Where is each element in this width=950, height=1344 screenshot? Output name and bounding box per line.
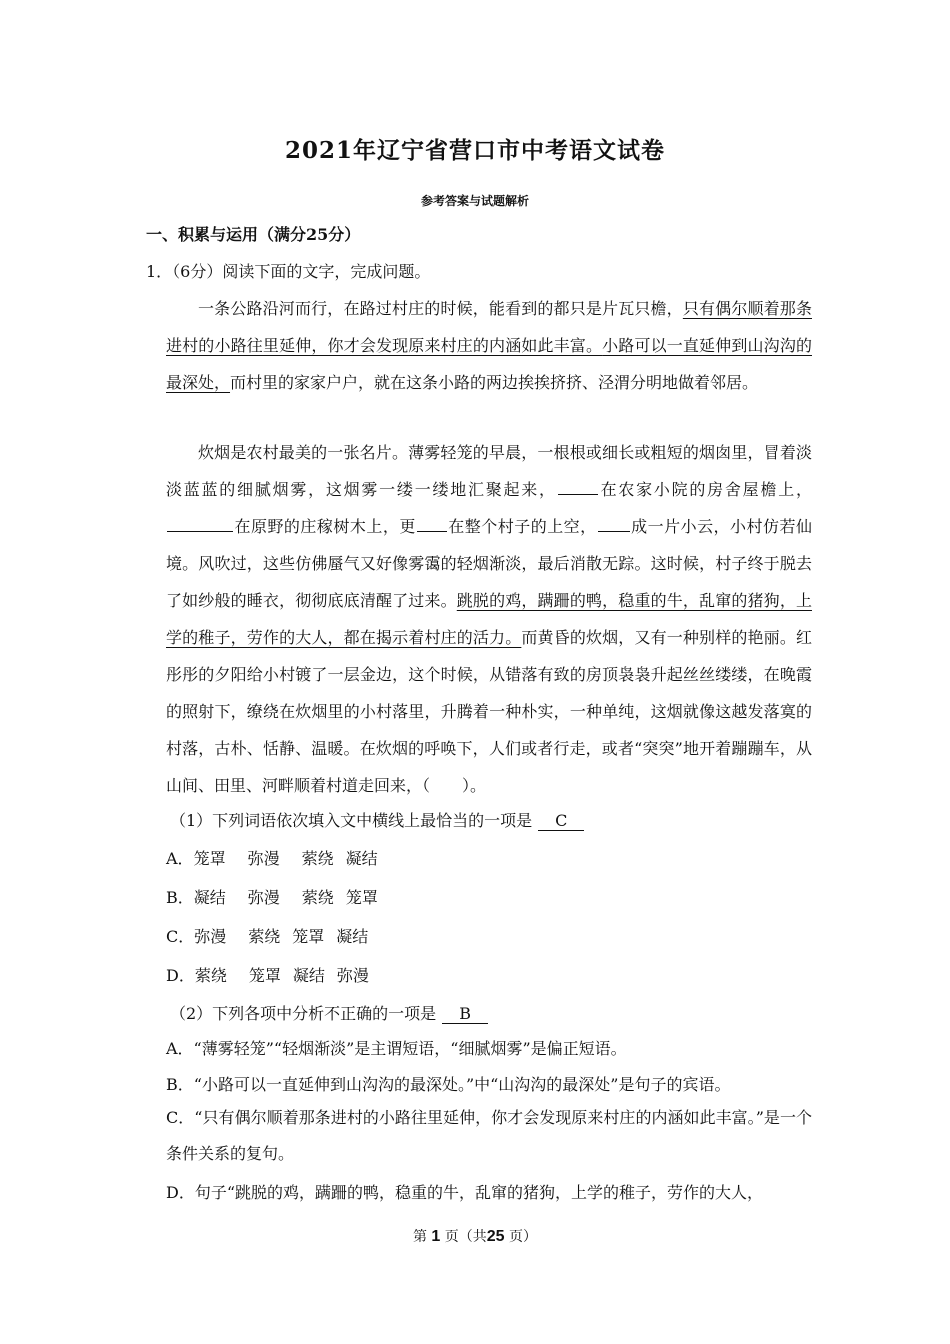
option-a: A．“薄雾轻笼”“轻烟渐淡”是主谓短语，“细腻烟雾”是偏正短语。 [166, 1039, 627, 1058]
page-title: 2021年辽宁省营口市中考语文试卷 [284, 137, 665, 164]
option-word: 萦绕 [194, 966, 227, 985]
option-word: 萦绕 [301, 849, 334, 868]
option-word: 萦绕 [248, 927, 281, 946]
fill-blank [598, 515, 630, 532]
option-c [166, 924, 368, 947]
fill-blank [167, 515, 233, 532]
passage-text: 成一片小云，小村仿若仙境。风吹过，这些仿佛蜃气又好像雾霭的轻烟渐淡，最后消散无踪。这时候，村子终于脱去了如纱般的睡衣，彻彻底底清醒了过来。 [166, 517, 812, 610]
option-word: 弥漫 [194, 927, 227, 946]
subquestion-prompt: （1）下列词语依次填入文中横线上最恰当的一项是 [170, 811, 533, 830]
option-label: C． [166, 927, 195, 946]
subquestion-prompt: （2）下列各项中分析不正确的一项是 [170, 1004, 437, 1023]
passage-text: 一条公路沿河而行，在路过村庄的时候，能看到的都只是片瓦只檐， [198, 299, 683, 318]
passage-text: 在原野的庄稼树木上，更 [234, 517, 416, 536]
section-heading: 一、积累与运用（满分25分） [146, 225, 361, 244]
underlined-sentence: 只有偶尔顺着那条进村的小路往里延伸，你才会发现原来村庄的内涵如此丰富。 [166, 299, 812, 355]
option-b [166, 885, 378, 908]
option-a [166, 846, 378, 869]
page-number: 1 [431, 1228, 441, 1245]
option-c: C．“只有偶尔顺着那条进村的小路往里延伸，你才会发现原来村庄的内涵如此丰富。”是一个条件关系的复句。 [166, 1108, 812, 1163]
subquestion-1 [170, 808, 584, 831]
option-word: 弥漫 [247, 849, 280, 868]
underlined-sentence: 小路可以一直延伸到山沟沟的最深处， [166, 336, 812, 392]
question-stem: 1．（6分）阅读下面的文字，完成问题。 [146, 262, 431, 281]
option-word: 凝结 [292, 966, 325, 985]
passage-text: 而黄昏的炊烟，又有一种别样的艳丽。红彤彤的夕阳给小村镀了一层金边，这个时候，从错落有致的房顶袅袅升起丝丝缕缕，在晚霞的照射下，缭绕在炊烟里的小村落里，升腾着一种朴实，一种单纯，这烟就像这越发落寞的村落，古朴、恬静、温暖。在炊烟的呼唤下，人们或者行走，或者“突突”地开着蹦蹦车，从山间、田里、河畔顺着村道走回来，（ ）。 [166, 628, 812, 795]
option-word: 笼罩 [248, 966, 281, 985]
underlined-sentence: 跳脱的鸡，蹒跚的鸭，稳重的牛，乱窜的猪狗，上学的稚子，劳作的大人，都在揭示着村庄的活力。 [166, 591, 812, 647]
fill-blank [558, 478, 598, 495]
passage-text: 而村里的家家户户，就在这条小路的两边挨挨挤挤、泾渭分明地做着邻居。 [230, 373, 759, 392]
option-label: D． [166, 966, 195, 985]
footer-text: 第 [412, 1229, 427, 1245]
option-word: 凝结 [336, 927, 369, 946]
option-word: 笼罩 [193, 849, 226, 868]
total-pages: 25 [486, 1228, 505, 1245]
passage-paragraph-1 [166, 290, 812, 401]
option-d [166, 963, 369, 986]
page-subtitle: 参考答案与试题解析 [420, 194, 529, 208]
option-word: 萦绕 [301, 888, 334, 907]
option-word: 弥漫 [336, 966, 369, 985]
option-word: 笼罩 [292, 927, 325, 946]
passage-text: 在整个村子的上空， [447, 517, 597, 536]
subquestion-2 [170, 1001, 488, 1024]
option-label: A． [166, 849, 194, 868]
page-footer [0, 1226, 950, 1246]
footer-text: 页） [509, 1229, 538, 1245]
option-d: D．句子“跳脱的鸡，蹒跚的鸭，稳重的牛，乱窜的猪狗，上学的稚子，劳作的大人， [166, 1183, 764, 1202]
option-b: B．“小路可以一直延伸到山沟沟的最深处。”中“山沟沟的最深处”是句子的宾语。 [166, 1075, 731, 1094]
option-word: 凝结 [193, 888, 226, 907]
option-word: 弥漫 [247, 888, 280, 907]
option-word: 笼罩 [345, 888, 378, 907]
answer-blank: B [442, 1004, 488, 1024]
fill-blank [417, 515, 447, 532]
option-word: 凝结 [345, 849, 378, 868]
option-label: B． [166, 888, 194, 907]
passage-paragraph-2 [166, 434, 812, 804]
footer-text: 页（共 [444, 1229, 487, 1245]
passage-text: 在农家小院的房舍屋檐上， [598, 480, 812, 499]
passage-text: 炊烟是农村最美的一张名片。薄雾轻笼的早晨，一根根或细长或粗短的烟囱里，冒着淡淡蓝蓝的细腻烟雾，这烟雾一缕一缕地汇聚起来， [166, 443, 812, 499]
answer-blank: C [538, 811, 584, 831]
